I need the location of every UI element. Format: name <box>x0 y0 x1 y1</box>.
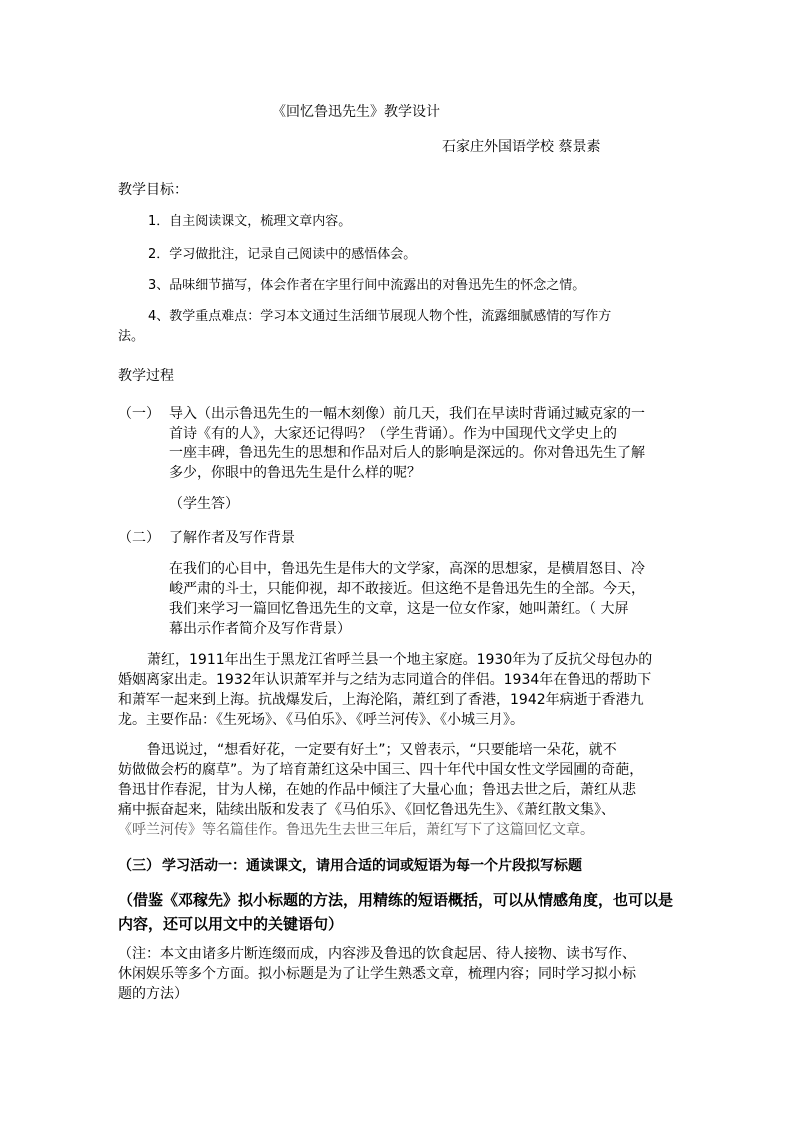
author-line: 石家庄外国语学校 蔡景素 <box>442 139 601 155</box>
section-3-marker: （三） <box>118 858 160 874</box>
section-3-heading: 学习活动一：通读课文，请用合适的词或短语为每一个片段拟写标题 <box>162 858 582 874</box>
section-2-line: 我们来学习一篇回忆鲁迅先生的文章，这是一位女作家，她叫萧红。（ 大屏 <box>169 601 629 617</box>
note-line: （注：本文由诸多片断连缀而成，内容涉及鲁迅的饮食起居、待人接物、读书写作、 <box>118 946 636 962</box>
lu-line: 痛中振奋起来，陆续出版和发表了《马伯乐》、《回忆鲁迅先生》、《萧红散文集》、 <box>118 802 615 818</box>
section-1-line: 导入（出示鲁迅先生的一幅木刻像）前几天，我们在早读时背诵过臧克家的一 <box>169 406 645 422</box>
bio-line: 龙。主要作品：《生死场》、《马伯乐》、《呼兰河传》、《小城三月》。 <box>118 712 524 728</box>
goals-heading: 教学目标： <box>118 182 188 198</box>
lu-line: 鲁迅甘作春泥，甘为人梯，在她的作品中倾注了大量心血；鲁迅去世之后，萧红从悲 <box>118 782 636 798</box>
section-2-line: 峻严肃的斗士，只能仰视，却不敢接近。但这绝不是鲁迅先生的全部。今天， <box>169 581 645 597</box>
method-line: 内容，还可以用文中的关键语句） <box>118 915 344 933</box>
section-1-line: 首诗《有的人》，大家还记得吗？（学生背诵）。作为中国现代文学史上的 <box>169 426 617 442</box>
process-heading: 教学过程 <box>118 368 174 384</box>
section-2-heading: 了解作者及写作背景 <box>169 530 295 546</box>
bio-line: 萧红，1911年出生于黑龙江省呼兰县一个地主家庭。1930年为了反抗父母包办的 <box>147 652 653 668</box>
goal-item-1: 1．自主阅读课文，梳理文章内容。 <box>148 214 352 229</box>
section-1-marker: （一） <box>118 406 160 422</box>
method-line: （借鉴《邓稼先》拟小标题的方法，用精练的短语概括，可以从情感角度，也可以是 <box>118 891 674 909</box>
note-line: 休闲娱乐等多个方面。拟小标题是为了让学生熟悉文章，梳理内容；同时学习拟小标 <box>118 966 636 982</box>
goal-item-4-cont: 法。 <box>118 329 145 344</box>
goal-item-4: 4、教学重点难点：学习本文通过生活细节展现人物个性，流露细腻感情的写作方 <box>148 309 612 324</box>
section-2-line: 在我们的心目中，鲁迅先生是伟大的文学家，高深的思想家，是横眉怒目、冷 <box>169 561 645 577</box>
section-2-line: 幕出示作者简介及写作背景） <box>169 621 351 637</box>
section-2-marker: （二） <box>118 530 160 546</box>
note-line: 题的方法） <box>118 986 188 1002</box>
student-answer: （学生答） <box>169 496 239 512</box>
lu-line: 《呼兰河传》等名篇佳作。鲁迅先生去世三年后，萧红写下了这篇回忆文章。 <box>118 822 594 838</box>
document-title: 《回忆鲁迅先生》教学设计 <box>272 104 440 120</box>
bio-line: 婚姻离家出走。1932年认识萧军并与之结为志同道合的伴侣。1934年在鲁迅的帮助下 <box>118 672 652 688</box>
goal-item-2: 2．学习做批注，记录自己阅读中的感悟体会。 <box>148 247 417 262</box>
lu-line: 妨做做会朽的腐草”。为了培育萧红这朵中国三、四十年代中国女性文学园圃的奇葩， <box>118 762 644 778</box>
lu-line: 鲁迅说过，“想看好花，一定要有好土”；又曾表示，“只要能培一朵花，就不 <box>147 742 617 758</box>
section-1-line: 多少，你眼中的鲁迅先生是什么样的呢？ <box>169 465 421 481</box>
goal-item-3: 3、品味细节描写，体会作者在字里行间中流露出的对鲁迅先生的怀念之情。 <box>148 278 586 293</box>
section-1-line: 一座丰碑，鲁迅先生的思想和作品对后人的影响是深远的。你对鲁迅先生了解 <box>169 445 645 461</box>
bio-line: 和萧军一起来到上海。抗战爆发后，上海沦陷，萧红到了香港，1942年病逝于香港九 <box>118 692 644 708</box>
